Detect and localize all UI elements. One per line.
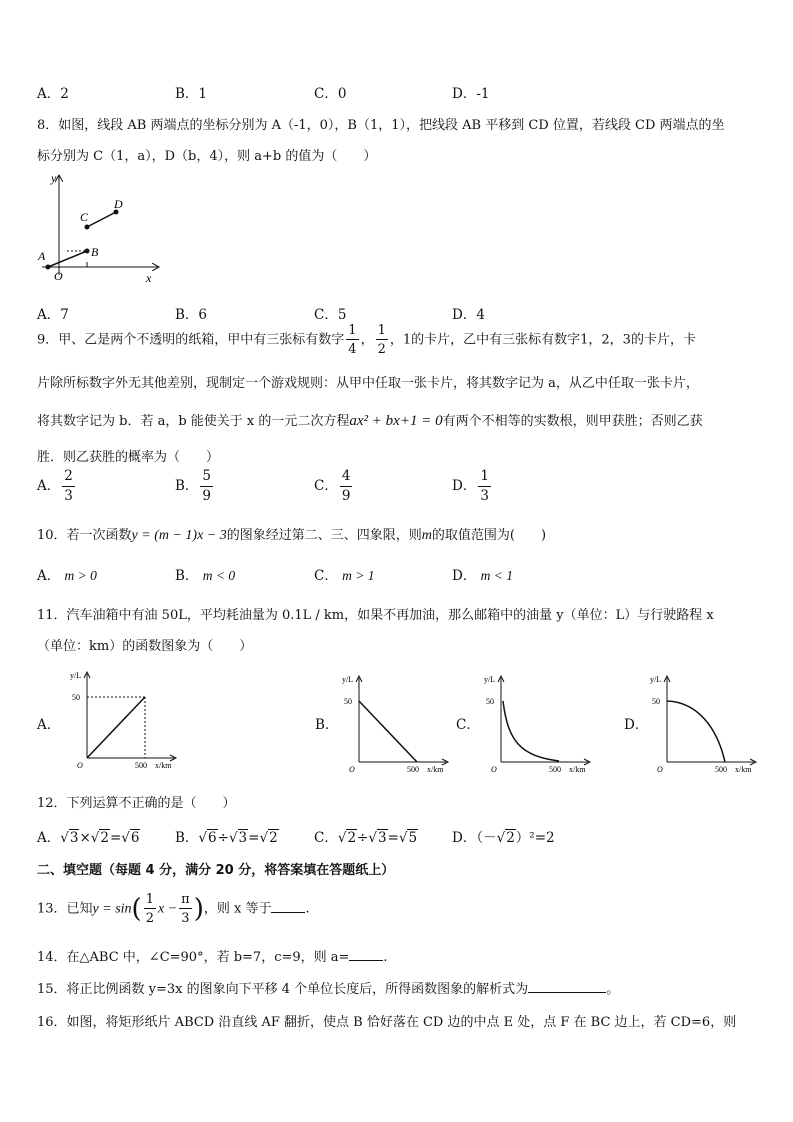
svg-text:x/km: x/km (569, 765, 586, 774)
svg-text:O: O (349, 765, 355, 774)
q13-answer-blank[interactable] (271, 912, 305, 913)
q14-answer-blank[interactable] (349, 960, 383, 961)
q8-point-c (85, 225, 90, 230)
q7-option-a: A．2 (37, 86, 69, 102)
svg-text:O: O (77, 761, 83, 770)
q10-option-b: B． m < 0 (175, 568, 236, 584)
svg-text:y/L: y/L (484, 675, 496, 684)
q8-label-o: O (54, 269, 63, 283)
svg-text:O: O (657, 765, 663, 774)
q10-option-c: C． m > 1 (314, 568, 375, 584)
q10-option-d: D． m < 1 (452, 568, 513, 584)
q8-point-a (46, 265, 51, 270)
svg-text:50: 50 (652, 697, 660, 706)
q8-option-c: C．5 (314, 307, 347, 323)
q9-line2: 片除所标数字外无其他差别，现制定一个游戏规则：从甲中任取一张卡片，将其数字记为 a，从乙中任取一张卡片， (37, 376, 699, 391)
svg-text:y/L: y/L (342, 675, 354, 684)
svg-text:50: 50 (344, 697, 352, 706)
q9-option-d: D． $\frac{1}{3}$ (452, 468, 489, 504)
svg-text:500: 500 (549, 765, 561, 774)
q8-option-a: A．7 (37, 307, 69, 323)
q11-option-c-label: C． (456, 717, 480, 733)
svg-text:50: 50 (486, 697, 494, 706)
q15-answer-blank[interactable] (528, 992, 606, 993)
q8-label-d: D (114, 197, 123, 211)
q11-graph-c (476, 672, 601, 780)
q11-graph-c-curve (503, 701, 559, 761)
svg-text:500: 500 (407, 765, 419, 774)
q12-option-a: A．√3×√2=√6 (37, 830, 140, 846)
q13-text: 13．已知y = sin( $\frac{1}{2}$ x − $\frac{\pi}{3}$ )，则 x 等于 . (37, 892, 310, 926)
q9-line1-tail: ，1的卡片，乙中有三张标有数字1，2，3的卡片，卡 (389, 332, 696, 348)
svg-text:O: O (491, 765, 497, 774)
q9-option-a: A． $\frac{2}{3}$ (37, 468, 73, 504)
svg-text:500: 500 (715, 765, 727, 774)
q11-graph-d-curve (667, 701, 725, 762)
q9-frac-quarter: $\frac{1}{4}$ (348, 323, 357, 357)
q8-point-b (85, 249, 90, 254)
q14-text: 14．在△ABC 中，∠C=90°，若 b=7，c=9，则 a= . (37, 950, 388, 965)
q11-line1: 11．汽车油箱中有油 50L，平均耗油量为 0.1L / km，如果不再加油，那么邮箱中的油量 y（单位：L）与行驶路程 x (37, 608, 714, 623)
q11-graph-d (642, 672, 767, 780)
q9-option-c: C． $\frac{4}{9}$ (314, 468, 351, 504)
q9-line1: 9．甲、乙是两个不透明的纸箱，甲中有三张标有数字 $\frac{1}{4}$ ， $\frac{1}{2}$ ，1的卡片，乙中有三张标有数字1，2，3的卡片，卡 (37, 323, 696, 357)
q11-graph-a-line (87, 697, 145, 758)
q8-option-b: B．6 (175, 307, 208, 323)
q11-graph-b (334, 672, 459, 780)
svg-text:500: 500 (135, 761, 147, 770)
q12-option-d: D．（－√2）²=2 (452, 830, 555, 846)
q8-label-b: B (91, 245, 99, 259)
q15-text: 15．将正比例函数 y=3x 的图象向下平移 4 个单位长度后，所得函数图象的解析式为 。 (37, 982, 620, 997)
svg-text:y/L: y/L (70, 671, 82, 680)
q11-line2: （单位：km）的函数图象为（ ） (37, 639, 253, 654)
q11-graph-b-line (359, 701, 417, 762)
q12-option-c: C．√2÷√3=√5 (314, 830, 418, 846)
q10-function: y = (m − 1)x − 3 (131, 528, 227, 543)
q7-option-c: C．0 (314, 86, 347, 102)
q9-equation: ax² + bx+1 = 0 (349, 413, 443, 429)
q7-option-d: D．-1 (452, 86, 490, 102)
q9-line4: 胜．则乙获胜的概率为（ ） (37, 450, 220, 465)
q11-option-b-label: B． (315, 717, 339, 733)
q8-option-d: D．4 (452, 307, 485, 323)
q11-graph-a (62, 668, 187, 776)
svg-text:50: 50 (72, 693, 80, 702)
q10-option-a: A． m > 0 (37, 568, 97, 584)
svg-text:y/L: y/L (650, 675, 662, 684)
q8-figure (36, 170, 166, 285)
q9-line3: 将其数字记为 b．若 a，b 能使关于 x 的一元二次方程ax² + bx+1 = 0有两个不相等的实数根，则甲获胜；否则乙获 (37, 413, 703, 429)
q16-text: 16．如图，将矩形纸片 ABCD 沿直线 AF 翻折，使点 B 恰好落在 CD 边的中点 E 处，点 F 在 BC 边上，若 CD=6，则 (37, 1015, 737, 1030)
q8-segment-ab (48, 251, 87, 267)
svg-text:x/km: x/km (735, 765, 752, 774)
q8-label-a: A (38, 249, 46, 263)
q8-label-y: y (51, 171, 57, 185)
q10-text: 10．若一次函数y = (m − 1)x − 3的图象经过第二、三、四象限，则m的取值范围为( ) (37, 528, 547, 543)
q9-option-b: B． $\frac{5}{9}$ (175, 468, 212, 504)
q11-option-a-label: A． (37, 717, 61, 733)
q8-label-c: C (80, 210, 89, 224)
svg-text:x/km: x/km (155, 761, 172, 770)
q8-text-line1: 8．如图，线段 AB 两端点的坐标分别为 A（-1，0），B（1，1），把线段 AB 平移到 CD 位置，若线段 CD 两端点的坐 (37, 118, 725, 133)
q8-text-line2: 标分别为 C（1，a），D（b，4），则 a+b 的值为（ ） (37, 149, 377, 164)
q9-frac-half: $\frac{1}{2}$ (377, 323, 386, 357)
section-heading: 二、填空题（每题 4 分，满分 20 分，将答案填在答题纸上） (37, 863, 395, 878)
q12-option-b: B．√6÷√3=√2 (175, 830, 278, 846)
svg-text:x/km: x/km (427, 765, 444, 774)
q8-label-x: x (146, 271, 152, 285)
q7-option-b: B．1 (175, 86, 208, 102)
q8-segment-cd (87, 212, 116, 227)
q11-option-d-label: D． (624, 717, 649, 733)
q12-text: 12．下列运算不正确的是（ ） (37, 796, 236, 811)
q9-line1-text: 9．甲、乙是两个不透明的纸箱，甲中有三张标有数字 (37, 332, 345, 348)
